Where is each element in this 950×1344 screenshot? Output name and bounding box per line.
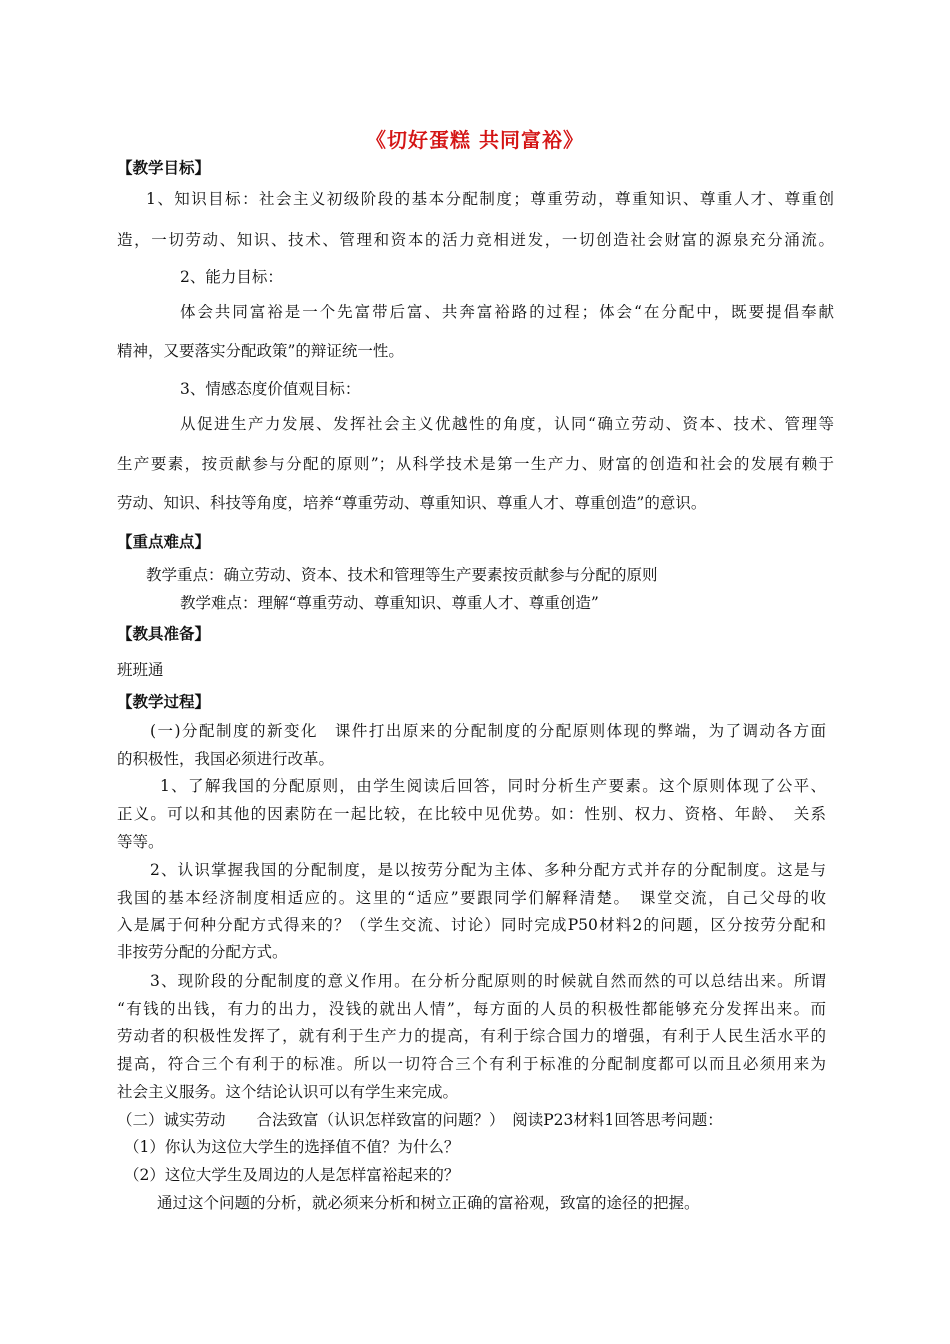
process-p1-line-1: (一)分配制度的新变化 课件打出原来的分配制度的分配原则体现的弊端，为了调动各方面 bbox=[150, 722, 826, 740]
process-p1-line-2: 的积极性，我国必须进行改革。 bbox=[117, 750, 335, 768]
process-p2-line-3: 等等。 bbox=[117, 833, 164, 851]
process-p6: 通过这个问题的分析，就必须来分析和树立正确的富裕观，致富的途径的把握。 bbox=[157, 1194, 700, 1212]
ability-goal-label: 2、能力目标： bbox=[180, 268, 283, 286]
process-question-1: （1）你认为这位大学生的选择值不值？为什么？ bbox=[124, 1138, 460, 1156]
process-p4-line-1: 3、现阶段的分配制度的意义作用。在分析分配原则的时候就自然而然的可以总结出来。所谓 bbox=[150, 972, 826, 990]
emotion-goal-line-2: 生产要素，按贡献参与分配的原则”；从科学技术是第一生产力、财富的创造和社会的发展有赖于 bbox=[117, 455, 834, 473]
key-focus: 教学重点：确立劳动、资本、技术和管理等生产要素按贡献参与分配的原则 bbox=[146, 566, 658, 584]
process-p4-line-2: “有钱的出钱，有力的出力，没钱的就出人情”，每方面的人员的积极性都能够充分发挥出来。而 bbox=[117, 1000, 826, 1018]
key-heading: 【重点难点】 bbox=[117, 532, 211, 551]
knowledge-goal-line-1: 1、知识目标：社会主义初级阶段的基本分配制度；尊重劳动，尊重知识、尊重人才、尊重创 bbox=[146, 190, 834, 208]
tools-item: 班班通 bbox=[117, 661, 164, 679]
document-title: 《切好蛋糕 共同富裕》 bbox=[366, 128, 584, 152]
emotion-goal-line-1: 从促进生产力发展、发挥社会主义优越性的角度，认同“确立劳动、资本、技术、管理等 bbox=[180, 415, 834, 433]
ability-goal-line-2: 精神，又要落实分配政策”的辩证统一性。 bbox=[117, 342, 404, 360]
knowledge-goal-line-2: 造，一切劳动、知识、技术、管理和资本的活力竞相迸发，一切创造社会财富的源泉充分涌流。 bbox=[117, 231, 834, 249]
process-p3-line-3: 入是属于何种分配方式得来的？（学生交流、讨论）同时完成P50材料2的问题，区分按劳分配和 bbox=[117, 916, 826, 934]
emotion-goal-label: 3、情感态度价值观目标： bbox=[180, 380, 361, 398]
process-p3-line-2: 我国的基本经济制度相适应的。这里的“适应”要跟同学们解释清楚。 课堂交流，自己父母的收 bbox=[117, 889, 826, 907]
tools-heading: 【教具准备】 bbox=[117, 624, 211, 643]
process-p4-line-3: 劳动者的积极性发挥了，就有利于生产力的提高，有利于综合国力的增强，有利于人民生活水平的 bbox=[117, 1027, 826, 1045]
goals-heading: 【教学目标】 bbox=[117, 158, 211, 177]
process-p2-line-2: 正义。可以和其他的因素防在一起比较，在比较中见优势。如：性别、权力、资格、年龄、 关系 bbox=[117, 805, 826, 823]
process-p5: （二）诚实劳动 合法致富（认识怎样致富的问题？） 阅读P23材料1回答思考问题： bbox=[117, 1111, 723, 1129]
process-p4-line-4: 提高，符合三个有利于的标准。所以一切符合三个有利于标准的分配制度都可以而且必须用来为 bbox=[117, 1055, 826, 1073]
key-difficulty: 教学难点：理解“尊重劳动、尊重知识、尊重人才、尊重创造” bbox=[180, 594, 599, 612]
process-question-2: （2）这位大学生及周边的人是怎样富裕起来的？ bbox=[124, 1166, 460, 1184]
process-p2-line-1: 1、了解我国的分配原则，由学生阅读后回答，同时分析生产要素。这个原则体现了公平、 bbox=[160, 777, 826, 795]
ability-goal-line-1: 体会共同富裕是一个先富带后富、共奔富裕路的过程；体会“在分配中，既要提倡奉献 bbox=[180, 303, 834, 321]
process-p3-line-1: 2、认识掌握我国的分配制度，是以按劳分配为主体、多种分配方式并存的分配制度。这是与 bbox=[150, 861, 826, 879]
process-heading: 【教学过程】 bbox=[117, 692, 211, 711]
process-p4-line-5: 社会主义服务。这个结论认识可以有学生来完成。 bbox=[117, 1083, 459, 1101]
process-p3-line-4: 非按劳分配的分配方式。 bbox=[117, 943, 288, 961]
emotion-goal-line-3: 劳动、知识、科技等角度，培养“尊重劳动、尊重知识、尊重人才、尊重创造”的意识。 bbox=[117, 494, 707, 512]
